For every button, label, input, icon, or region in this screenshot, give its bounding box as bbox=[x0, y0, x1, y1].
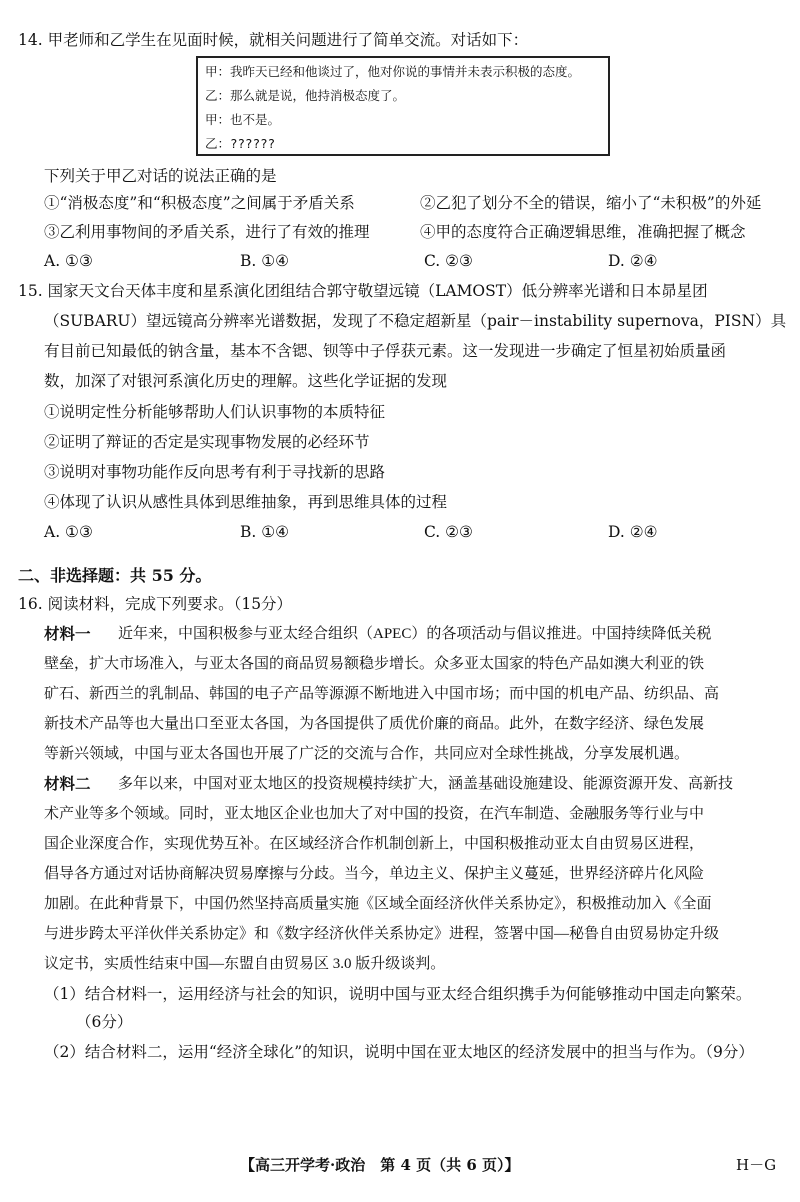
material-1-line-1: 近年来，中国积极参与亚太经合组织（APEC）的各项活动与倡议推进。中国持续降低关税 bbox=[118, 626, 712, 642]
q15-item-1: ①说明定性分析能够帮助人们认识事物的本质特征 bbox=[44, 403, 386, 421]
q16-stem: 16. 阅读材料，完成下列要求。（15分） bbox=[18, 595, 293, 613]
q14-item-4: ④甲的态度符合正确逻辑思维，准确把握了概念 bbox=[420, 223, 746, 241]
requirement-1-line-2: （6分） bbox=[76, 1013, 133, 1031]
material-1-line-5: 等新兴领域，中国与亚太各国也开展了广泛的交流与合作，共同应对全球性挑战，分享发展机遇。 bbox=[44, 746, 690, 762]
q14-item-1: ①“消极态度”和“积极态度”之间属于矛盾关系 bbox=[44, 194, 355, 212]
q15-option-d: D. ②④ bbox=[608, 523, 658, 541]
q15-option-a: A. ①③ bbox=[44, 523, 93, 541]
dialogue-line-3: 甲：也不是。 bbox=[205, 112, 281, 127]
material-2-line-7: 议定书，实质性结束中国—东盟自由贸易区 3.0 版升级谈判。 bbox=[44, 956, 446, 972]
q14-option-a: A. ①③ bbox=[44, 252, 93, 270]
material-2-line-1: 多年以来，中国对亚太地区的投资规模持续扩大，涵盖基础设施建设、能源资源开发、高新技 bbox=[118, 776, 734, 792]
q14-item-3: ③乙利用事物间的矛盾关系，进行了有效的推理 bbox=[44, 223, 370, 241]
dialogue-line-2: 乙：那么就是说，他持消极态度了。 bbox=[205, 88, 406, 103]
requirement-2: （2）结合材料二，运用“经济全球化”的知识，说明中国在亚太地区的经济发展中的担当与作为。（9分） bbox=[44, 1043, 754, 1061]
material-2-line-5: 加剧。在此种背景下，中国仍然坚持高质量实施《区域全面经济伙伴关系协定》，积极推动加入《全面 bbox=[44, 896, 712, 912]
q15-option-b: B. ①④ bbox=[240, 523, 290, 541]
material-2-line-4: 倡导各方通过对话协商解决贸易摩擦与分歧。当今，单边主义、保护主义蔓延，世界经济碎片化风险 bbox=[44, 866, 705, 882]
q14-item-2: ②乙犯了划分不全的错误，缩小了“未积极”的外延 bbox=[420, 194, 762, 212]
q15-option-c: C. ②③ bbox=[424, 523, 473, 541]
material-1-line-3: 矿石、新西兰的乳制品、韩国的电子产品等源源不断地进入中国市场；而中国的机电产品、纺织品、高 bbox=[44, 686, 720, 702]
requirement-1-line-1: （1）结合材料一，运用经济与社会的知识，说明中国与亚太经合组织携手为何能够推动中国走向繁荣。 bbox=[44, 985, 752, 1003]
page-footer-code: H－G bbox=[736, 1156, 777, 1174]
page-footer-title: 【高三开学考·政治 第 4 页（共 6 页）】 bbox=[240, 1156, 520, 1174]
material-2-line-3: 国企业深度合作，实现优势互补。在区域经济合作机制创新上，中国积极推动亚太自由贸易区进程， bbox=[44, 836, 705, 852]
q15-stem-line-1: 15. 国家天文台天体丰度和星系演化团组结合郭守敬望远镜（LAMOST）低分辨率光谱和日本昴星团 bbox=[18, 282, 708, 300]
dialogue-line-4: 乙：?????? bbox=[205, 136, 276, 151]
q14-dialogue-box bbox=[196, 56, 610, 156]
q15-stem-line-3: 有目前已知最低的钠含量，基本不含锶、钡等中子俘获元素。这一发现进一步确定了恒星初始质量函 bbox=[44, 342, 727, 360]
q14-prompt: 下列关于甲乙对话的说法正确的是 bbox=[44, 167, 277, 185]
q15-item-2: ②证明了辩证的否定是实现事物发展的必经环节 bbox=[44, 433, 370, 451]
material-2-line-6: 与进步跨太平洋伙伴关系协定》和《数字经济伙伴关系协定》进程，签署中国—秘鲁自由贸易协定升级 bbox=[44, 926, 720, 942]
material-1-label: 材料一 bbox=[44, 624, 91, 643]
material-1-line-4: 新技术产品等也大量出口至亚太各国，为各国提供了质优价廉的商品。此外，在数字经济、绿色发展 bbox=[44, 716, 705, 732]
material-2-label: 材料二 bbox=[44, 774, 91, 793]
q14-option-b: B. ①④ bbox=[240, 252, 290, 270]
material-2-line-2: 术产业等多个领域。同时，亚太地区企业也加大了对中国的投资，在汽车制造、金融服务等行业与中 bbox=[44, 806, 705, 822]
material-1-line-2: 壁垒，扩大市场准入，与亚太各国的商品贸易额稳步增长。众多亚太国家的特色产品如澳大利亚的铁 bbox=[44, 656, 705, 672]
dialogue-line-1: 甲：我昨天已经和他谈过了，他对你说的事情并未表示积极的态度。 bbox=[205, 64, 581, 79]
q15-item-3: ③说明对事物功能作反向思考有利于寻找新的思路 bbox=[44, 463, 386, 481]
q15-stem-line-4: 数，加深了对银河系演化历史的理解。这些化学证据的发现 bbox=[44, 372, 448, 390]
q15-item-4: ④体现了认识从感性具体到思维抽象，再到思维具体的过程 bbox=[44, 493, 448, 511]
section-heading: 二、非选择题：共 55 分。 bbox=[18, 566, 212, 585]
q14-stem: 14. 甲老师和乙学生在见面时候，就相关问题进行了简单交流。对话如下： bbox=[18, 31, 529, 49]
q15-stem-line-2: （SUBARU）望远镜高分辨率光谱数据，发现了不稳定超新星（pair－instability supernova，PISN）具 bbox=[44, 312, 787, 330]
q14-option-c: C. ②③ bbox=[424, 252, 473, 270]
q14-option-d: D. ②④ bbox=[608, 252, 658, 270]
